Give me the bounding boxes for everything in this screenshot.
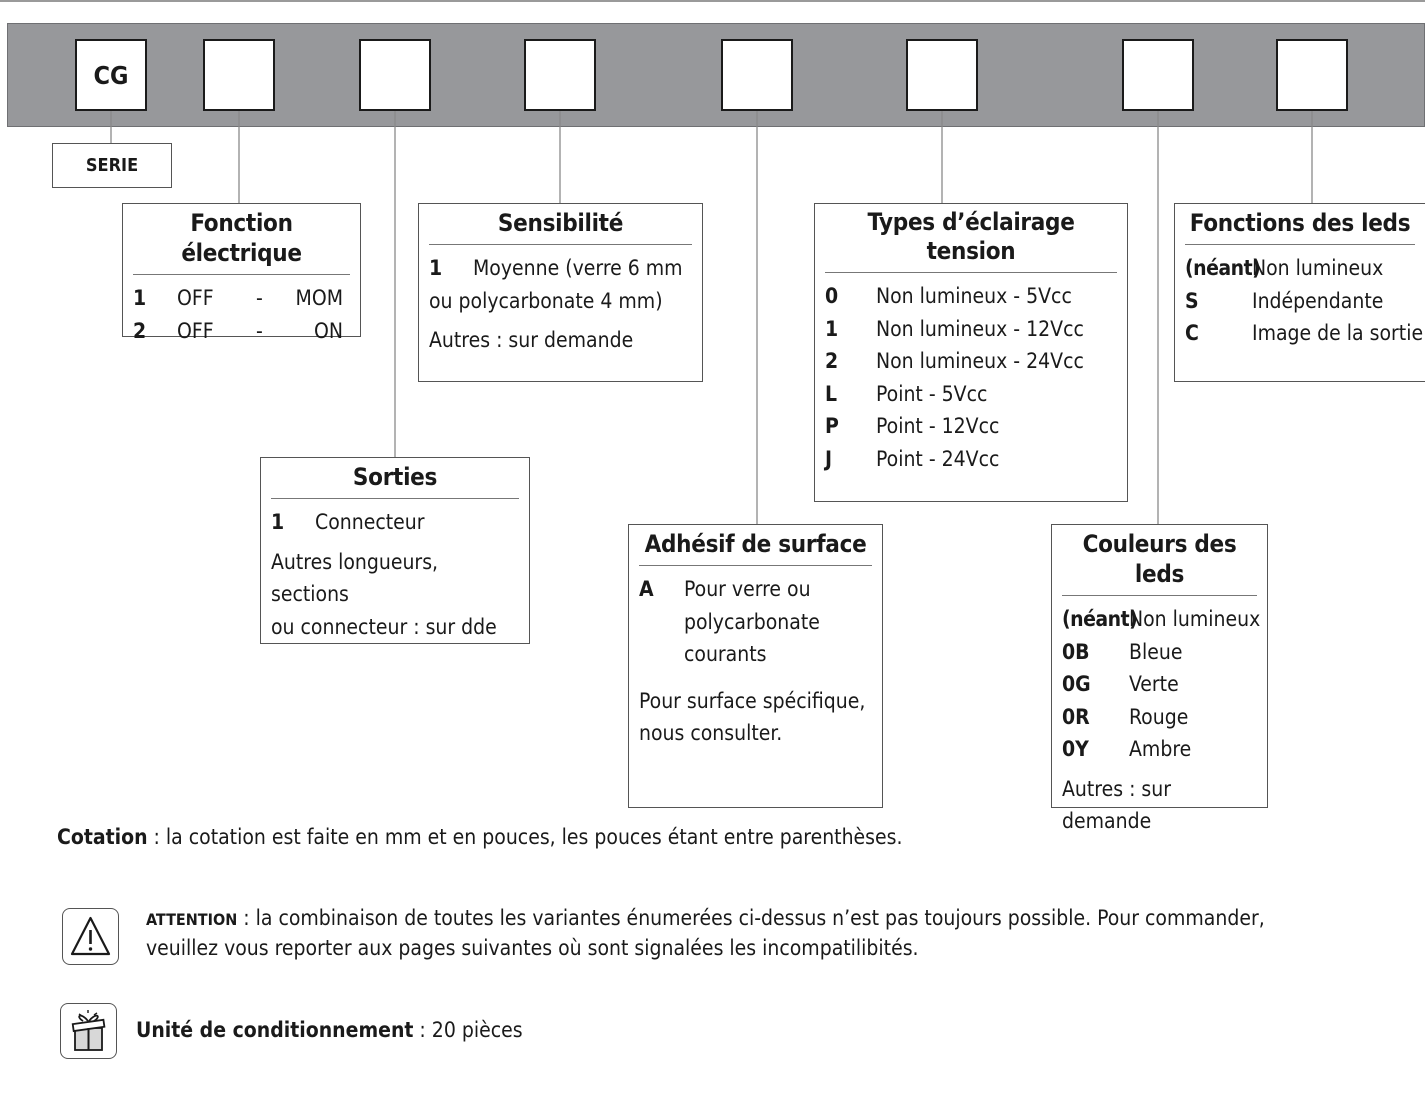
code-box-adhesif bbox=[721, 39, 793, 111]
card-note: Autres : sur demande bbox=[429, 328, 634, 352]
card-fonction-electrique bbox=[122, 203, 361, 343]
option-row: 1 Connecteur bbox=[271, 510, 425, 534]
card-adhesif-surface bbox=[628, 524, 883, 808]
option-row: (néant) Non lumineux bbox=[1062, 607, 1261, 631]
card-sensibilite bbox=[418, 203, 703, 382]
card-title: Sorties bbox=[271, 458, 519, 499]
code-box-serie: CG bbox=[75, 39, 147, 111]
option-text: ou polycarbonate 4 mm) bbox=[429, 288, 663, 313]
card-title: Types d’éclairage tension bbox=[825, 204, 1117, 273]
card-title: Couleurs des leds bbox=[1062, 525, 1257, 596]
option-row: S Indépendante bbox=[1185, 288, 1384, 313]
option-row: 0R Rouge bbox=[1062, 704, 1189, 729]
option-row: 1 OFF - MOM bbox=[133, 286, 343, 310]
card-note: Pour surface spécifique, bbox=[639, 688, 866, 713]
option-row: C Image de la sortie bbox=[1185, 321, 1424, 345]
card-couleurs-leds bbox=[1051, 524, 1268, 833]
code-box-fonctions-leds bbox=[1276, 39, 1348, 111]
option-row: 0B Bleue bbox=[1062, 639, 1183, 664]
card-title: Fonction électrique bbox=[133, 204, 350, 275]
warning-triangle-icon bbox=[62, 908, 119, 965]
card-note: nous consulter. bbox=[639, 721, 783, 745]
option-row: L Point - 5Vcc bbox=[825, 381, 988, 406]
option-row: 2 OFF - ON bbox=[133, 318, 343, 343]
card-note: Autres : sur demande bbox=[1062, 776, 1172, 833]
conditionnement-note: Unité de conditionnement : 20 pièces bbox=[136, 1018, 523, 1042]
option-row: 0G Verte bbox=[1062, 672, 1179, 696]
option-row: 1 Moyenne (verre 6 mm bbox=[429, 256, 683, 280]
option-row: P Point - 12Vcc bbox=[825, 414, 1000, 438]
card-types-eclairage bbox=[814, 203, 1128, 502]
card-sorties bbox=[260, 457, 530, 644]
option-row: 0 Non lumineux - 5Vcc bbox=[825, 284, 1072, 308]
card-title: Sensibilité bbox=[429, 204, 692, 245]
code-box-fonction-electrique bbox=[203, 39, 275, 111]
card-title: Fonctions des leds bbox=[1185, 204, 1415, 245]
card-note: ou connecteur : sur dde bbox=[271, 614, 497, 639]
option-row: A Pour verre ou polycarbonate courants bbox=[639, 577, 820, 666]
code-box-types-eclairage bbox=[906, 39, 978, 111]
code-box-couleurs-leds bbox=[1122, 39, 1194, 111]
card-fonctions-leds bbox=[1174, 203, 1425, 382]
cotation-note: Cotation : la cotation est faite en mm et en pouces, les pouces étant entre parenthèses. bbox=[57, 825, 903, 849]
card-note: Autres longueurs, sections bbox=[271, 549, 439, 606]
attention-note: ATTENTION : la combinaison de toutes les variantes énumerées ci-dessus n’est pas toujours possible. Pour commander, veuillez vous reporter aux pages suivantes où sont signalées les incompatilibités. bbox=[146, 906, 1265, 960]
option-row: 0Y Ambre bbox=[1062, 737, 1192, 761]
code-box-sensibilite bbox=[524, 39, 596, 111]
option-row: J Point - 24Vcc bbox=[825, 446, 1000, 471]
gift-package-icon bbox=[60, 1003, 117, 1059]
option-row: 2 Non lumineux - 24Vcc bbox=[825, 349, 1084, 373]
serie-label: SERIE bbox=[52, 143, 172, 188]
code-box-sorties bbox=[359, 39, 431, 111]
card-title: Adhésif de surface bbox=[639, 525, 872, 566]
option-row: 1 Non lumineux - 12Vcc bbox=[825, 316, 1084, 341]
option-row: (néant) Non lumineux bbox=[1185, 256, 1384, 280]
